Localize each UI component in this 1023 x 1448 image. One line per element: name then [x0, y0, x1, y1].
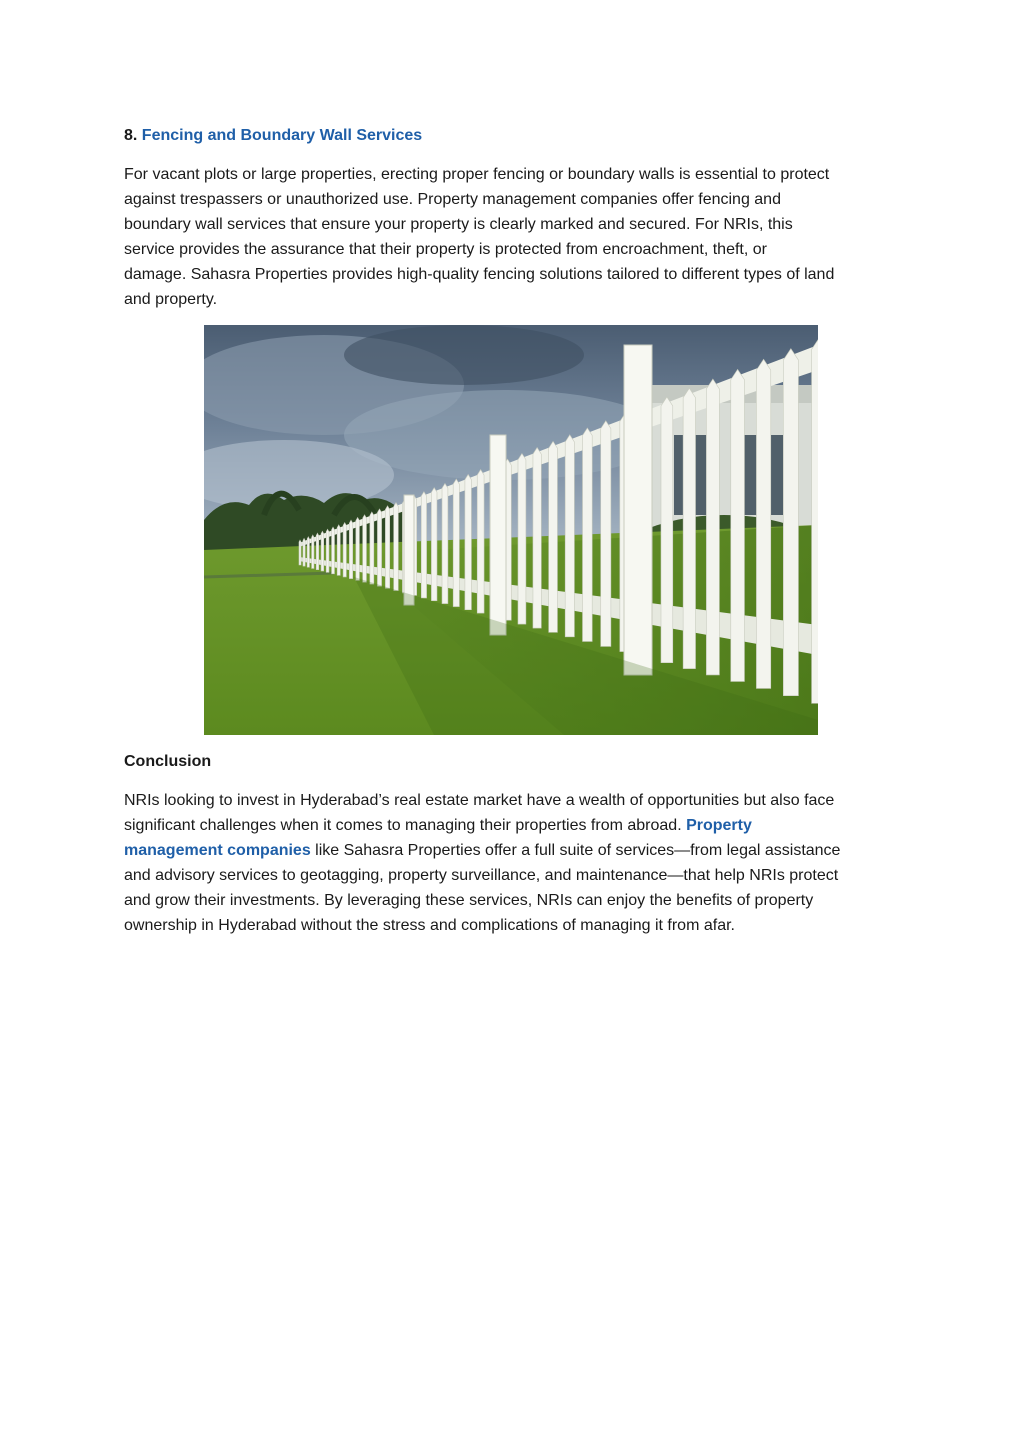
- fence-picket: [518, 453, 526, 624]
- paragraph-line: For vacant plots or large properties, erecting proper fencing or boundary walls is essential to protect: [124, 166, 830, 183]
- fence-picket: [465, 474, 471, 609]
- fence-picket: [683, 388, 695, 668]
- line-text: like Sahasra Properties offer a full suite of services—from legal assistance: [310, 842, 841, 859]
- fence-picket: [533, 448, 541, 629]
- fence-picket: [421, 492, 426, 598]
- paragraph-line: [124, 838, 904, 863]
- fence-picket: [385, 506, 389, 588]
- line-text: significant challenges when it comes to managing their properties from abroad.: [124, 817, 687, 834]
- fence-picket: [370, 512, 374, 584]
- property-management-link-continued[interactable]: management companies: [124, 842, 311, 859]
- fence-picket: [442, 484, 448, 604]
- fence-picket: [337, 525, 340, 575]
- fence-picket: [812, 338, 818, 704]
- fence-picket: [321, 531, 324, 571]
- fence-picket: [549, 441, 558, 632]
- conclusion-paragraph: [124, 788, 904, 938]
- fence-picket: [394, 503, 399, 591]
- fence-photo: [204, 325, 818, 735]
- fence-picket: [316, 533, 318, 569]
- paragraph-line: against trespassers or unauthorized use. Property management companies offer fencing and: [124, 191, 781, 208]
- fence-picket: [431, 488, 437, 601]
- fence-picket: [307, 537, 309, 567]
- paragraph-line: and advisory services to geotagging, property surveillance, and maintenance—that help NRIs protect: [124, 867, 839, 884]
- fence-picket: [299, 540, 301, 565]
- paragraph-line: damage. Sahasra Properties provides high-quality fencing solutions tailored to different types of land: [124, 266, 835, 283]
- fence-picket: [477, 470, 484, 613]
- fence-picket: [731, 369, 745, 681]
- section-number: 8.: [124, 127, 138, 144]
- fence-picket: [453, 479, 459, 607]
- fence-picket: [756, 359, 770, 688]
- fence-picket: [343, 523, 346, 577]
- fence-picket: [332, 527, 335, 574]
- fence-picket: [583, 428, 593, 641]
- conclusion-heading: Conclusion: [124, 753, 212, 770]
- section-heading: [124, 124, 422, 148]
- fence-picket: [326, 529, 329, 572]
- paragraph-line: and grow their investments. By leveraging these services, NRIs can enjoy the benefits of property: [124, 892, 814, 909]
- paragraph-line: service provides the assurance that their property is protected from encroachment, theft, or: [124, 241, 767, 258]
- fence-picket: [349, 520, 352, 578]
- section-title: Fencing and Boundary Wall Services: [141, 127, 423, 144]
- fence-picket: [661, 397, 673, 663]
- paragraph-line: and property.: [124, 291, 218, 308]
- paragraph-line: NRIs looking to invest in Hyderabad’s real estate market have a wealth of opportunities but also face: [124, 792, 835, 809]
- fence-picket: [377, 509, 381, 586]
- property-management-link[interactable]: Property: [686, 817, 752, 834]
- fence-picket: [363, 515, 367, 582]
- fence-picket: [565, 435, 574, 637]
- paragraph-line: ownership in Hyderabad without the stress and complications of managing it from afar.: [124, 917, 735, 934]
- fence-picket: [312, 535, 314, 568]
- paragraph-line: [124, 813, 904, 838]
- fence-picket: [783, 349, 798, 696]
- fence-picket: [706, 379, 719, 675]
- fence-picket: [356, 518, 360, 581]
- paragraph-line: boundary wall services that ensure your property is clearly marked and secured. For NRIs, this: [124, 216, 793, 233]
- section-paragraph: [124, 162, 904, 312]
- fence-picket: [303, 538, 305, 566]
- fence-picket: [601, 421, 611, 647]
